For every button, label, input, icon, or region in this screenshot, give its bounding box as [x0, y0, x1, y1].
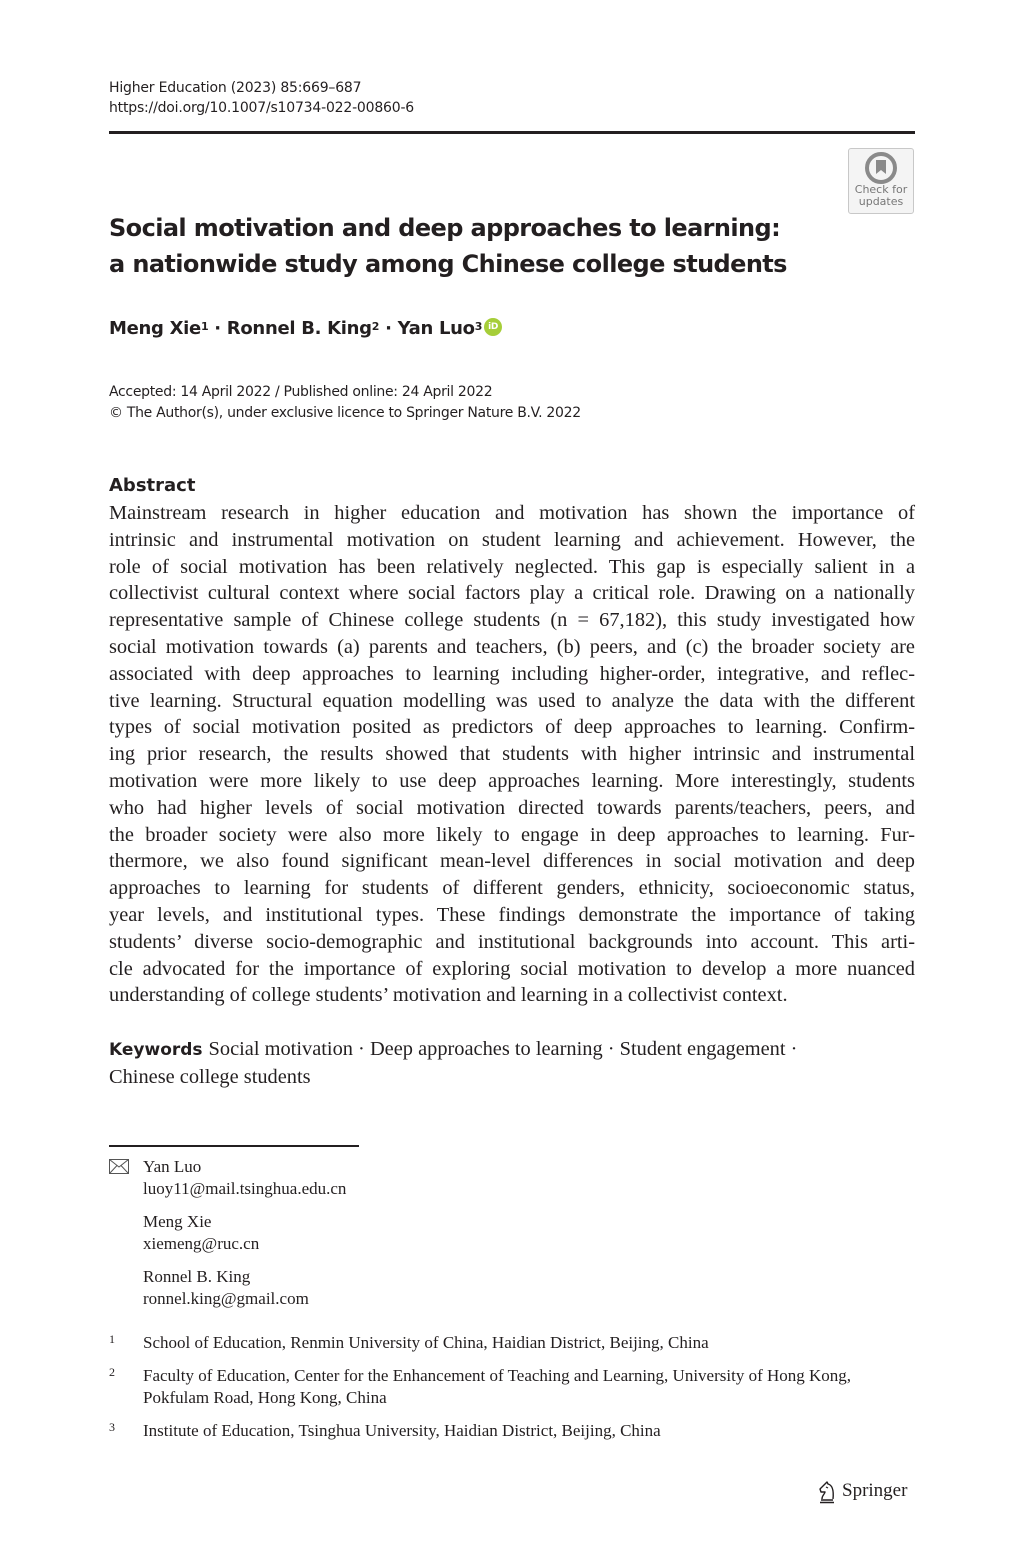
affiliation-text: Faculty of Education, Center for the Enhancement of Teaching and Learning, University of Hong Kong, Pokfulam Road, Hong Kong, China: [143, 1366, 852, 1407]
contact-email[interactable]: luoy11@mail.tsinghua.edu.cn: [143, 1179, 347, 1198]
title-line-1: Social motivation and deep approaches to learning:: [109, 214, 781, 242]
abstract-line: intrinsic and instrumental motivation on student learning and achievement. However, the: [109, 528, 915, 551]
abstract-line: the broader society were also more likely to engage in deep approaches to learning. Fur-: [109, 823, 915, 846]
publisher-name: Springer: [842, 1480, 908, 1501]
contact-name: Meng Xie: [143, 1212, 212, 1231]
keywords-line-1: Social motivation · Deep approaches to learning · Student engagement ·: [208, 1038, 798, 1060]
author-separator: ·: [379, 318, 398, 339]
keywords-section: [109, 1036, 915, 1091]
author-list: [109, 316, 502, 342]
affiliation-number: 3: [109, 1420, 115, 1434]
accepted-published-dates: Accepted: 14 April 2022 / Published online: 24 April 2022: [109, 384, 493, 400]
abstract-line: cle advocated for the importance of exploring social motivation to develop a more nuanced: [109, 957, 915, 980]
contact-entry: [143, 1211, 346, 1255]
keywords-label: Keywords: [109, 1040, 203, 1060]
author-affiliation-marker: 2: [371, 320, 380, 333]
abstract-line: who had higher levels of social motivation directed towards parents/teachers, peers, and: [109, 796, 915, 819]
publisher-logo: [816, 1478, 907, 1504]
author-name[interactable]: Meng Xie: [109, 318, 201, 339]
abstract-body: [109, 500, 915, 1009]
title-line-2: a nationwide study among Chinese college students: [109, 250, 787, 278]
check-for-updates-badge[interactable]: [848, 148, 914, 214]
publication-dates: [109, 382, 581, 424]
abstract-line: motivation were more likely to use deep approaches learning. More interestingly, students: [109, 769, 915, 792]
header-divider: [109, 131, 915, 134]
affiliation-item: [109, 1365, 915, 1409]
abstract-line: collectivist cultural context where social factors play a critical role. Drawing on a nationally: [109, 582, 915, 605]
updates-label: updates: [858, 195, 904, 208]
abstract-line: approaches to learning for students of different genders, ethnicity, socioeconomic status,: [109, 877, 915, 900]
abstract-line: tive learning. Structural equation modelling was used to analyze the data with the different: [109, 689, 915, 712]
abstract-line: understanding of college students’ motivation and learning in a collectivist context.: [109, 984, 788, 1007]
author-separator: ·: [208, 318, 227, 339]
affiliation-text: Institute of Education, Tsinghua University, Haidian District, Beijing, China: [143, 1421, 661, 1440]
journal-citation: Higher Education (2023) 85:669–687: [109, 80, 362, 96]
contact-email[interactable]: xiemeng@ruc.cn: [143, 1234, 260, 1253]
contact-entry: [143, 1266, 346, 1310]
author-affiliation-marker: 3: [474, 320, 483, 333]
contact-name: Yan Luo: [143, 1157, 202, 1176]
affiliations-list: [109, 1332, 915, 1453]
abstract-heading: Abstract: [109, 475, 196, 496]
abstract-line: associated with deep approaches to learning including higher-order, integrative, and reflec-: [109, 662, 915, 685]
paper-title: [109, 210, 849, 282]
orcid-icon[interactable]: iD: [484, 318, 502, 336]
bookmark-circle-icon: [865, 152, 897, 184]
keywords-line-2: Chinese college students: [109, 1065, 311, 1088]
contact-email[interactable]: ronnel.king@gmail.com: [143, 1289, 309, 1308]
journal-header: [109, 78, 414, 118]
copyright-notice: © The Author(s), under exclusive licence to Springer Nature B.V. 2022: [109, 405, 581, 421]
contact-name: Ronnel B. King: [143, 1267, 251, 1286]
contact-entry: [143, 1156, 346, 1200]
author-name[interactable]: Yan Luo: [397, 318, 475, 339]
affiliation-item: [109, 1332, 915, 1354]
abstract-line: year levels, and institutional types. These findings demonstrate the importance of taking: [109, 903, 915, 926]
abstract-line: thermore, we also found significant mean-level differences in social motivation and deep: [109, 850, 915, 873]
abstract-line: representative sample of Chinese college students (n = 67,182), this study investigated how: [109, 609, 915, 632]
footnote-divider: [109, 1145, 359, 1147]
abstract-line: ing prior research, the results showed that students with higher intrinsic and instrumental: [109, 743, 915, 766]
affiliation-text: School of Education, Renmin University of China, Haidian District, Beijing, China: [143, 1333, 709, 1352]
envelope-icon: [109, 1159, 129, 1174]
springer-horse-icon: [816, 1480, 838, 1504]
abstract-line: types of social motivation posited as predictors of deep approaches to learning. Confirm-: [109, 716, 915, 739]
corresponding-contacts: [143, 1156, 346, 1321]
check-for-label: Check for: [854, 183, 908, 196]
author-affiliation-marker: 1: [200, 320, 209, 333]
abstract-line: role of social motivation has been relatively neglected. This gap is especially salient in a: [109, 555, 915, 578]
doi-link[interactable]: https://doi.org/10.1007/s10734-022-00860-6: [109, 100, 415, 116]
affiliation-number: 1: [109, 1332, 115, 1346]
abstract-line: social motivation towards (a) parents and teachers, (b) peers, and (c) the broader society are: [109, 635, 915, 658]
abstract-line: Mainstream research in higher education and motivation has shown the importance of: [109, 502, 915, 524]
affiliation-number: 2: [109, 1365, 115, 1379]
affiliation-item: [109, 1420, 915, 1442]
author-name[interactable]: Ronnel B. King: [226, 318, 372, 339]
abstract-line: students’ diverse socio-demographic and institutional backgrounds into account. This arti-: [109, 930, 915, 953]
